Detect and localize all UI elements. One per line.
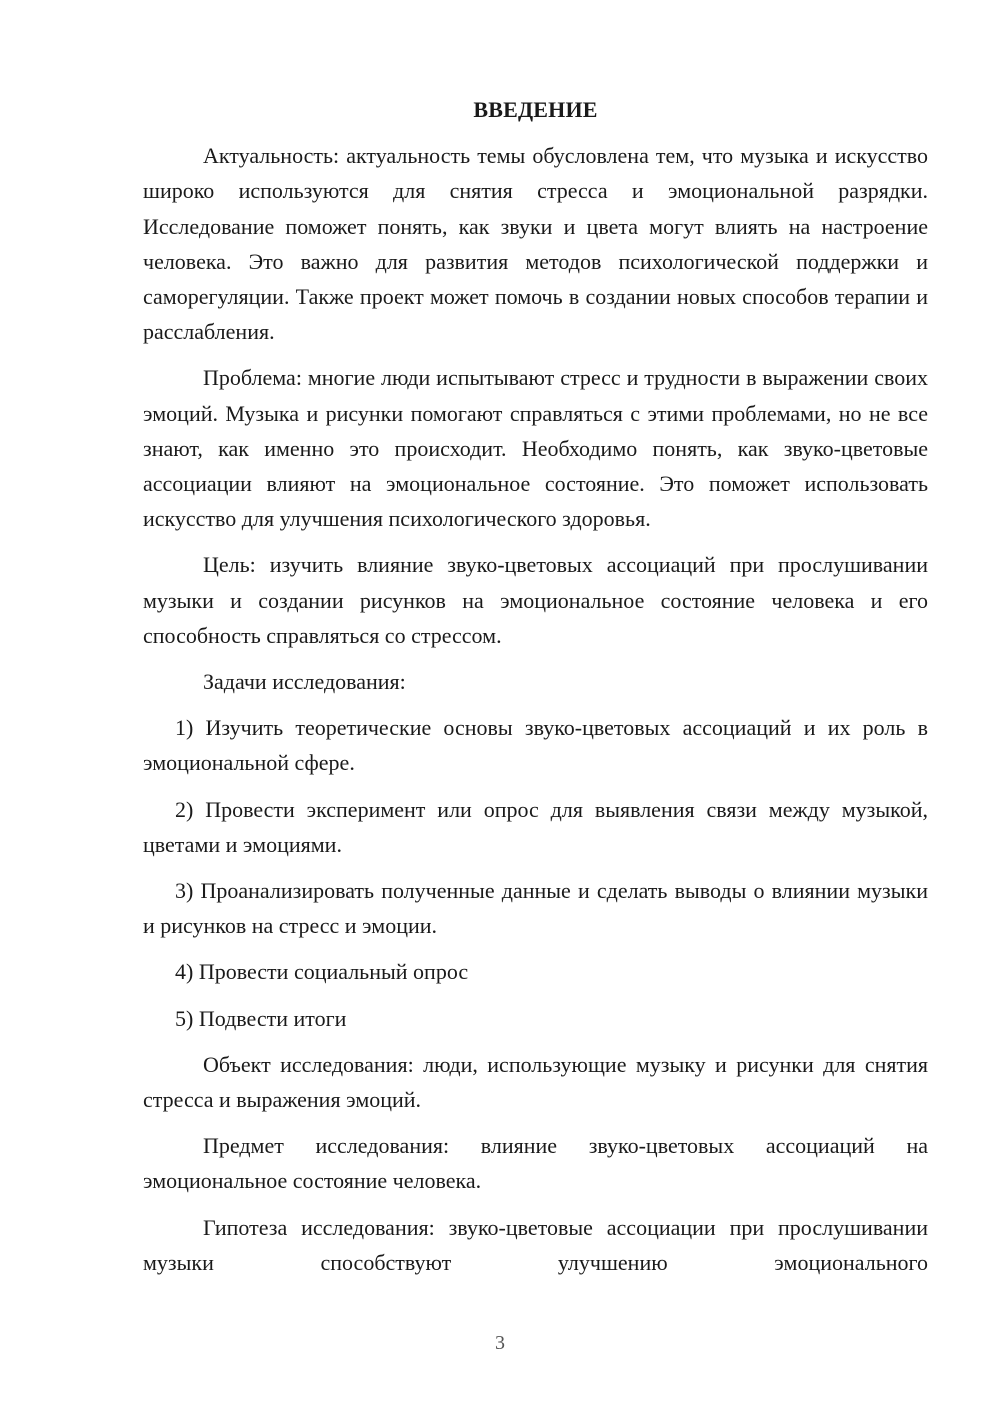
paragraph-problem: Проблема: многие люди испытывают стресс и трудности в выражении своих эмоций. Музыка и рисунки помогают справляться с этими проблемами, но не все знают, как именно это происходит. Необходимо понять, как звуко-цветовые ассоциации влияют на эмоциональное состояние. Это поможет использовать искусство для улучшения психологического здоровья. (143, 365, 928, 532)
task-item-2: 2) Провести эксперимент или опрос для выявления связи между музыкой, цветами и эмоциями. (143, 796, 928, 857)
paragraph-subject: Предмет исследования: влияние звуко-цветовых ассоциаций на эмоциональное состояние человека. (143, 1133, 928, 1194)
paragraph-tasks-heading: Задачи исследования: (203, 669, 406, 695)
document-page (143, 92, 928, 1291)
task-item-1: 1) Изучить теоретические основы звуко-цветовых ассоциаций и их роль в эмоциональной сфере. (143, 715, 928, 776)
task-item-3: 3) Проанализировать полученные данные и сделать выводы о влиянии музыки и рисунков на стресс и эмоции. (143, 878, 928, 939)
section-title: ВВЕДЕНИЕ (473, 97, 598, 122)
paragraph-object: Объект исследования: люди, использующие музыку и рисунки для снятия стресса и выражения эмоций. (143, 1051, 928, 1113)
page-number: 3 (495, 1332, 505, 1354)
paragraph-relevance: Актуальность: актуальность темы обусловлена тем, что музыка и искусство широко используются для снятия стресса и эмоциональной разрядки. Исследование поможет понять, как звуки и цвета могут влиять на настроение человека. Это важно для развития методов психологической поддержки и саморегуляции. Также проект может помочь в создании новых способов терапии и расслабления. (143, 143, 928, 345)
task-item-5: 5) Подвести итоги (175, 1005, 347, 1031)
paragraph-hypothesis: Гипотеза исследования: звуко-цветовые ассоциации при прослушивании музыки способствуют улучшению эмоционального (143, 1214, 928, 1275)
task-item-4: 4) Провести социальный опрос (175, 959, 469, 985)
paragraph-goal: Цель: изучить влияние звуко-цветовых ассоциаций при прослушивании музыки и создании рисунков на эмоциональное состояние человека и его способность справляться со стрессом. (143, 552, 928, 648)
